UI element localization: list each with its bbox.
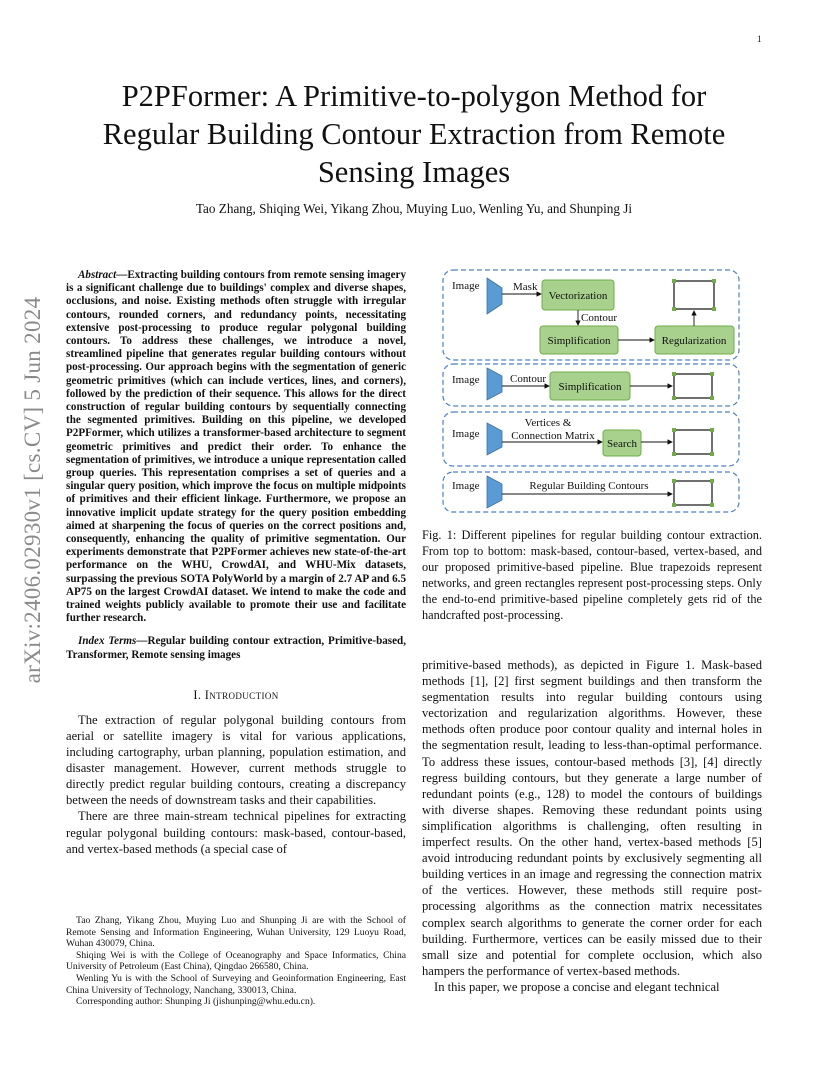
footnotes — [66, 915, 406, 1008]
left-column — [66, 269, 406, 857]
footnote-affiliation-3: Wenling Yu is with the School of Surveying and Geoinformation Engineering, East China University of Technology, Nanchang, 330013, China. — [66, 972, 406, 996]
index-terms-text: —Regular building contour extraction, Primitive-based, Transformer, Remote sensing images — [66, 635, 406, 661]
footnote-corresponding: Corresponding author: Shunping Ji (jishunping@whu.edu.cn). — [76, 996, 316, 1008]
row4-regular-label: Regular Building Contours — [529, 480, 649, 492]
page-number: 1 — [757, 34, 762, 44]
pipeline-diagram — [440, 266, 746, 516]
row3-contour-square — [672, 428, 714, 456]
abstract — [66, 269, 406, 625]
row1-image-label: Image — [452, 280, 480, 292]
row4-network-trapezoid — [487, 476, 502, 508]
row3-connection-label: Connection Matrix — [511, 430, 595, 442]
vectorization-label: Vectorization — [548, 290, 608, 302]
row2-image-label: Image — [452, 374, 480, 386]
right-paragraph-2: In this paper, we propose a concise and elegant technical — [434, 979, 720, 994]
intro-paragraph-1: The extraction of regular polygonal building contours from aerial or satellite imagery is vital for various applications, including cartography, urban planning, population estimation, and disaster management. However, current methods struggle to directly predict regular building contours, creating a discrepancy between the needs of downstream tasks and their capabilities. — [66, 712, 406, 808]
row2-contour-label: Contour — [510, 373, 547, 385]
section-heading: I. Introduction — [193, 687, 279, 702]
abstract-lead: Abstract — [78, 269, 117, 281]
right-paragraph-1: primitive-based methods), as depicted in Figure 1. Mask-based methods [1], [2] first segment buildings and then transform the segmentation results into regular building contours using vectorization and regularization algorithms. However, these methods often produce poor contour quality and internal holes in the segmentation result, leading to less-than-optimal performance. To address these issues, contour-based methods [3], [4] directly regress building contours, but they generate a large number of redundant points (e.g., 128) to model the contours of buildings with diverse shapes. Removing these redundant points using simplification algorithms is challenging, often resulting in imperfect results. On the other hand, vertex-based methods [5] avoid introducing redundant points by exclusively segmenting all building vertices in an image and regressing the connection matrix of the vertices. However, these methods still require post-processing algorithms as the connection matrix necessitates complex search algorithms to generate the corner order for each building. Furthermore, vertices can be easily missed due to their small size and potential for complete occlusion, which also hampers the performance of vertex-based methods. — [422, 658, 762, 978]
row2-network-trapezoid — [487, 368, 502, 400]
footnote-affiliation-1: Tao Zhang, Yikang Zhou, Muying Luo and Shunping Ji are with the School of Remote Sensing and Information Engineering, Wuhan University, 129 Luoyu Road, Wuhan 430079, China. — [66, 915, 406, 950]
row2-simplification-label: Simplification — [558, 381, 622, 393]
arxiv-stamp: arXiv:2406.02930v1 [cs.CV] 5 Jun 2024 — [20, 296, 45, 684]
intro-paragraph-2: There are three main-stream technical pipelines for extracting regular polygonal building contours: mask-based, contour-based, and vertex-based methods (a special case of — [66, 809, 406, 856]
author-list: Tao Zhang, Shiqing Wei, Yikang Zhou, Muying Luo, Wenling Yu, and Shunping Ji — [195, 201, 633, 216]
pipeline-figure — [440, 266, 746, 521]
paper-title: P2PFormer: A Primitive-to-polygon Method for Regular Building Contour Extraction from Remote Sensing Images — [102, 79, 726, 189]
row1-mask-label: Mask — [513, 281, 538, 293]
row3-image-label: Image — [452, 428, 480, 440]
row1-network-trapezoid — [487, 278, 502, 314]
index-terms-lead: Index Terms — [78, 635, 137, 648]
figure-caption: Fig. 1: Different pipelines for regular building contour extraction. From top to bottom: mask-based, contour-based, vertex-based, and our proposed primitive-based pipeline. Blue trapezoids represent networks, and green rectangles represent post-processing steps. Only the end-to-end primitive-based pipeline completely gets rid of the handcrafted post-processing. — [422, 528, 762, 622]
row1-contour-label: Contour — [581, 312, 618, 324]
row3-vertices-label: Vertices & — [524, 417, 572, 429]
row3-network-trapezoid — [487, 423, 502, 455]
abstract-text: —Extracting building contours from remote sensing imagery is a significant challenge due to buildings' complex and diverse shapes, occlusions, and noise. Existing methods often struggle with irregular contours, rounded corners, and redundancy points, necessitating extensive post-processing to produce regular polygonal building contours. To address these challenges, we introduce a novel, streamlined pipeline that generates regular building contours without post-processing. Our approach begins with the segmentation of generic geometric primitives (which can include vertices, lines, and corners), followed by the prediction of their sequence. This allows for the direct construction of regular building contours by sequentially connecting the segmented primitives. Building on this pipeline, we developed P2PFormer, which utilizes a transformer-based architecture to segment geometric primitives and predict their order. To enhance the segmentation of primitives, we introduce a unique representation called group queries. This representation comprises a set of queries and a singular query position, which improve the focus on multiple midpoints of primitives and their efficient linkage. Furthermore, we propose an innovative implicit update strategy for the query position embedding aimed at sharpening the focus of queries on the correct positions and, consequently, enhancing the quality of primitive segmentation. Our experiments demonstrate that P2PFormer achieves new state-of-the-art performance on the WHU, CrowdAI, and WHU-Mix datasets, surpassing the previous SOTA PolyWorld by a margin of 2.7 AP and 6.5 AP75 on the largest CrowdAI dataset. We intend to make the code and trained weights publicly available to promote their use and facilitate further research. — [66, 269, 406, 625]
regularization-label: Regularization — [661, 335, 727, 347]
right-column — [422, 657, 762, 995]
search-label: Search — [607, 438, 637, 450]
index-terms — [66, 635, 406, 661]
row1-simplification-label: Simplification — [547, 335, 611, 347]
row2-contour-square — [672, 372, 714, 400]
row1-contour-square — [672, 279, 716, 311]
footnote-affiliation-2: Shiqing Wei is with the College of Oceanography and Space Informatics, China University of Petroleum (East China), Qingdao 266580, China. — [66, 949, 406, 973]
row4-image-label: Image — [452, 480, 480, 492]
row4-contour-square — [672, 479, 714, 507]
